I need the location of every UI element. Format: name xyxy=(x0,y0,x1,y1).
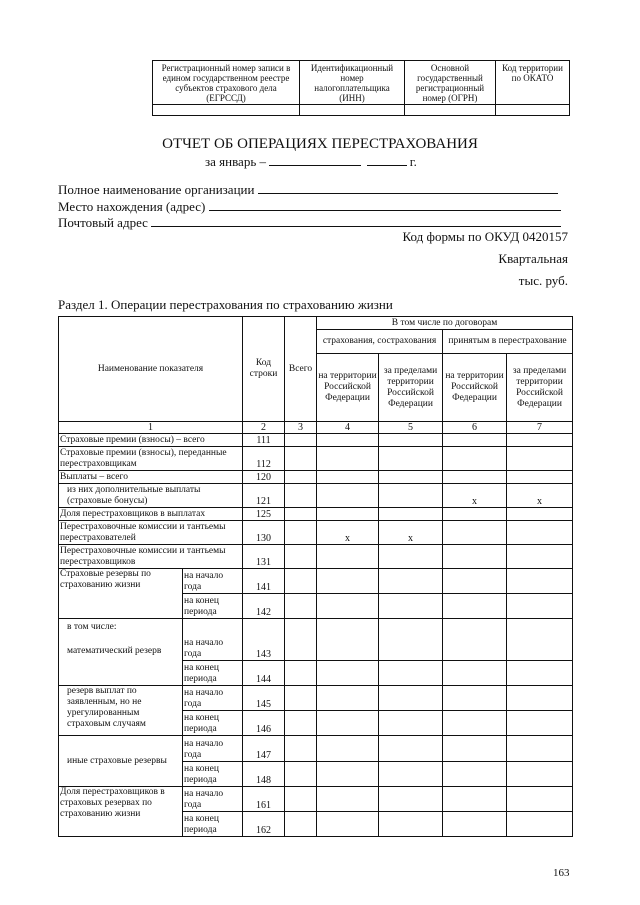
cell[interactable] xyxy=(317,434,379,447)
cell[interactable] xyxy=(285,545,317,569)
cell[interactable] xyxy=(317,484,379,508)
row-label: Перестраховочные комиссии и тантьемы перестрахователей xyxy=(59,521,243,545)
cell[interactable] xyxy=(285,484,317,508)
table-row xyxy=(59,434,573,447)
cell[interactable] xyxy=(443,434,507,447)
cell[interactable] xyxy=(317,736,379,762)
table-row xyxy=(59,787,573,812)
cell[interactable] xyxy=(317,594,379,619)
cell[interactable] xyxy=(443,711,507,736)
cell[interactable] xyxy=(507,812,573,837)
cell[interactable] xyxy=(285,594,317,619)
row-label: Страховые премии (взносы) – всего xyxy=(59,434,243,447)
cell[interactable] xyxy=(285,521,317,545)
cell[interactable] xyxy=(379,484,443,508)
reg-value-egrssd[interactable] xyxy=(153,105,300,116)
cell[interactable] xyxy=(443,508,507,521)
row-label: Страховые резервы по страхованию жизни xyxy=(59,569,183,619)
row-code: 112 xyxy=(243,447,285,471)
table-row xyxy=(59,508,573,521)
row-code: 121 xyxy=(243,484,285,508)
cell[interactable] xyxy=(379,434,443,447)
cell[interactable] xyxy=(285,569,317,594)
cell[interactable] xyxy=(443,762,507,787)
cell[interactable] xyxy=(285,508,317,521)
row-label: Перестраховочные комиссии и тантьемы перестраховщиков xyxy=(59,545,243,569)
full-name-label: Полное наименование организации xyxy=(58,182,255,197)
row-code: 162 xyxy=(243,812,285,837)
full-name-blank[interactable] xyxy=(258,182,558,194)
cell[interactable] xyxy=(443,521,507,545)
cell[interactable] xyxy=(507,736,573,762)
cell[interactable] xyxy=(443,471,507,484)
location-label: Место нахождения (адрес) xyxy=(58,199,206,214)
header-ins-outside: за пределами территории Российской Федерации xyxy=(379,354,443,422)
row-sublabel: на конец периода xyxy=(183,711,243,736)
cell[interactable] xyxy=(379,545,443,569)
table-row xyxy=(59,484,573,508)
x-mark: x xyxy=(379,521,443,545)
table-row xyxy=(59,545,573,569)
row-label: Страховые премии (взносы), переданные перестраховщикам xyxy=(59,447,243,471)
cell[interactable] xyxy=(285,812,317,837)
row-code: 143 xyxy=(243,619,285,661)
cell[interactable] xyxy=(507,711,573,736)
cell[interactable] xyxy=(285,619,317,661)
cell[interactable] xyxy=(507,787,573,812)
cell[interactable] xyxy=(285,686,317,711)
field-full-name xyxy=(58,182,558,198)
cell[interactable] xyxy=(507,661,573,686)
cell[interactable] xyxy=(443,619,507,661)
cell[interactable] xyxy=(507,447,573,471)
cell[interactable] xyxy=(379,471,443,484)
row-label: Выплаты – всего xyxy=(59,471,243,484)
header-acc-outside: за пределами территории Российской Федерации xyxy=(507,354,573,422)
period-prefix: за январь – xyxy=(205,154,267,169)
cell[interactable] xyxy=(285,434,317,447)
section-title: Раздел 1. Операции перестрахования по страхованию жизни xyxy=(58,297,393,312)
cell[interactable] xyxy=(443,594,507,619)
row-sublabel: на конец периода xyxy=(183,762,243,787)
row-label: Доля перестраховщиков в страховых резервах по страхованию жизни xyxy=(59,787,183,837)
row-code: 120 xyxy=(243,471,285,484)
cell[interactable] xyxy=(507,762,573,787)
cell[interactable] xyxy=(379,812,443,837)
row-sublabel: на начало года xyxy=(183,619,243,661)
row-code: 130 xyxy=(243,521,285,545)
cell[interactable] xyxy=(507,686,573,711)
year-blank[interactable] xyxy=(367,154,407,166)
row-code: 131 xyxy=(243,545,285,569)
cell[interactable] xyxy=(317,447,379,471)
cell[interactable] xyxy=(317,711,379,736)
table-row xyxy=(59,569,573,594)
cell[interactable] xyxy=(285,447,317,471)
cell[interactable] xyxy=(443,686,507,711)
row-label xyxy=(59,619,183,686)
reg-value-inn[interactable] xyxy=(300,105,405,116)
cell[interactable] xyxy=(285,661,317,686)
reg-value-okato[interactable] xyxy=(496,105,570,116)
cell[interactable] xyxy=(317,812,379,837)
reg-header-egrssd: Регистрационный номер записи в едином государственном реестре субъектов страхового дела (ЕГРССД) xyxy=(153,61,300,105)
cell[interactable] xyxy=(507,471,573,484)
row-code: 148 xyxy=(243,762,285,787)
table-row xyxy=(59,471,573,484)
header-ins-rf: на территории Российской Федерации xyxy=(317,354,379,422)
row-code: 144 xyxy=(243,661,285,686)
periodicity: Квартальная xyxy=(498,251,568,266)
cell[interactable] xyxy=(379,619,443,661)
cell[interactable] xyxy=(317,545,379,569)
x-mark: x xyxy=(317,521,379,545)
row-sublabel: на начало года xyxy=(183,686,243,711)
row-code: 111 xyxy=(243,434,285,447)
cell[interactable] xyxy=(317,787,379,812)
x-mark: x xyxy=(443,484,507,508)
col-num-7: 7 xyxy=(507,422,573,434)
row-sublabel: на конец периода xyxy=(183,661,243,686)
reg-header-ogrn: Основной государственный регистрационный номер (ОГРН) xyxy=(405,61,496,105)
cell[interactable] xyxy=(507,508,573,521)
cell[interactable] xyxy=(317,686,379,711)
reg-header-okato: Код территории по ОКАТО xyxy=(496,61,570,105)
row-code: 147 xyxy=(243,736,285,762)
period-blank[interactable] xyxy=(269,154,361,166)
x-mark: x xyxy=(507,484,573,508)
cell[interactable] xyxy=(317,569,379,594)
cell[interactable] xyxy=(443,736,507,762)
units: тыс. руб. xyxy=(518,273,568,288)
cell[interactable] xyxy=(443,812,507,837)
cell[interactable] xyxy=(379,508,443,521)
row-label: из них дополнительные выплаты (страховые бонусы) xyxy=(59,484,243,508)
field-location xyxy=(58,199,561,215)
header-contracts: В том числе по договорам xyxy=(317,317,573,330)
header-acc-rf: на территории Российской Федерации xyxy=(443,354,507,422)
cell[interactable] xyxy=(507,594,573,619)
cell[interactable] xyxy=(317,508,379,521)
col-num-6: 6 xyxy=(443,422,507,434)
table-row xyxy=(59,447,573,471)
location-blank[interactable] xyxy=(209,199,561,211)
row-sublabel: на начало года xyxy=(183,569,243,594)
reg-value-ogrn[interactable] xyxy=(405,105,496,116)
row-code: 142 xyxy=(243,594,285,619)
row-code: 161 xyxy=(243,787,285,812)
reg-header-inn: Идентификационный номер налогоплательщика (ИНН) xyxy=(300,61,405,105)
cell[interactable] xyxy=(379,569,443,594)
cell[interactable] xyxy=(507,434,573,447)
cell[interactable] xyxy=(285,736,317,762)
column-numbers-row xyxy=(59,422,573,434)
table-row xyxy=(59,521,573,545)
row-code: 141 xyxy=(243,569,285,594)
cell[interactable] xyxy=(317,619,379,661)
row-sublabel: на начало года xyxy=(183,736,243,762)
cell[interactable] xyxy=(443,661,507,686)
cell[interactable] xyxy=(379,661,443,686)
postal-blank[interactable] xyxy=(151,215,561,227)
row-code: 146 xyxy=(243,711,285,736)
header-insurance: страхования, сострахования xyxy=(317,330,443,354)
table-row xyxy=(59,686,573,711)
registration-table xyxy=(152,60,570,116)
col-num-1: 1 xyxy=(59,422,243,434)
report-title: ОТЧЕТ ОБ ОПЕРАЦИЯХ ПЕРЕСТРАХОВАНИЯ xyxy=(162,136,478,152)
cell[interactable] xyxy=(379,762,443,787)
row-label: Доля перестраховщиков в выплатах xyxy=(59,508,243,521)
header-code: Код строки xyxy=(243,317,285,422)
cell[interactable] xyxy=(379,787,443,812)
col-num-3: 3 xyxy=(285,422,317,434)
table-row xyxy=(59,736,573,762)
cell[interactable] xyxy=(379,447,443,471)
cell[interactable] xyxy=(507,545,573,569)
cell[interactable] xyxy=(285,711,317,736)
cell[interactable] xyxy=(317,762,379,787)
cell[interactable] xyxy=(317,471,379,484)
row-code: 125 xyxy=(243,508,285,521)
header-accepted: принятым в перестрахование xyxy=(443,330,573,354)
cell[interactable] xyxy=(379,686,443,711)
cell[interactable] xyxy=(507,521,573,545)
cell[interactable] xyxy=(507,569,573,594)
cell[interactable] xyxy=(443,569,507,594)
row-code: 145 xyxy=(243,686,285,711)
col-num-5: 5 xyxy=(379,422,443,434)
header-name: Наименование показателя xyxy=(59,317,243,422)
cell[interactable] xyxy=(507,619,573,661)
incl-label: в том числе: xyxy=(67,622,117,632)
row-label: резерв выплат по заявленным, но не урегулированным страховым случаям xyxy=(59,686,183,736)
cell[interactable] xyxy=(443,787,507,812)
row-sublabel: на начало года xyxy=(183,787,243,812)
table-row xyxy=(59,619,573,661)
col-num-2: 2 xyxy=(243,422,285,434)
cell[interactable] xyxy=(379,736,443,762)
cell[interactable] xyxy=(379,594,443,619)
row-sublabel: на конец периода xyxy=(183,812,243,837)
cell[interactable] xyxy=(443,447,507,471)
cell[interactable] xyxy=(317,661,379,686)
cell[interactable] xyxy=(285,762,317,787)
cell[interactable] xyxy=(285,471,317,484)
postal-label: Почтовый адрес xyxy=(58,215,148,230)
row-sublabel: на конец периода xyxy=(183,594,243,619)
cell[interactable] xyxy=(443,545,507,569)
col-num-4: 4 xyxy=(317,422,379,434)
row-label: иные страховые резервы xyxy=(59,736,183,787)
header-total: Всего xyxy=(285,317,317,422)
page-number: 163 xyxy=(553,867,570,879)
main-table xyxy=(58,316,573,837)
cell[interactable] xyxy=(285,787,317,812)
cell[interactable] xyxy=(379,711,443,736)
math-label: математический резерв xyxy=(67,646,162,656)
report-period xyxy=(205,154,417,170)
form-code: Код формы по ОКУД 0420157 xyxy=(402,229,568,244)
period-suffix: г. xyxy=(409,154,417,169)
